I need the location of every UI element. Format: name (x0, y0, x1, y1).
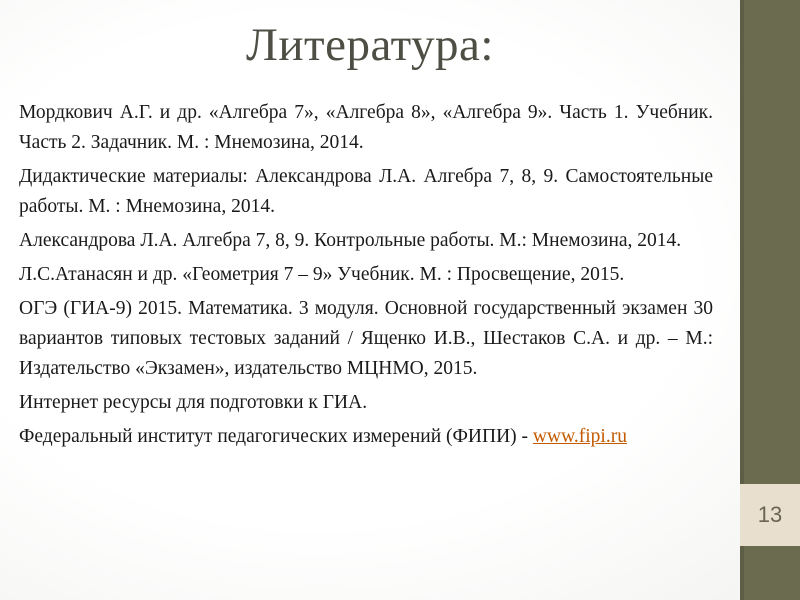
fipi-text: Федеральный институт педагогических измерений (ФИПИ) - (19, 426, 533, 447)
reference-list (19, 98, 713, 456)
reference-entry: Александрова Л.А. Алгебра 7, 8, 9. Контрольные работы. М.: Мнемозина, 2014. (19, 230, 682, 251)
reference-entry: ОГЭ (ГИА-9) 2015. Математика. 3 модуля. Основной государственный экзамен 30 вариантов типовых тестовых заданий / Ященко И.В., Шестаков С.А. и др. – М.: Издательство «Экзамен», издательство МЦНМО, 2015. (19, 298, 713, 379)
reference-entry: Дидактические материалы: Александрова Л.А. Алгебра 7, 8, 9. Самостоятельные работы. М. : Мнемозина, 2014. (19, 166, 713, 217)
reference-entry: Л.С.Атанасян и др. «Геометрия 7 – 9» Учебник. М. : Просвещение, 2015. (19, 264, 625, 285)
page-number: 13 (757, 502, 783, 527)
slide-title: Литература: (246, 19, 494, 71)
page-number-box (740, 484, 800, 546)
reference-entry: Интернет ресурсы для подготовки к ГИА. (19, 392, 368, 413)
reference-entry-fipi (19, 422, 713, 452)
reference-entry: Мордкович А.Г. и др. «Алгебра 7», «Алгебра 8», «Алгебра 9». Часть 1. Учебник. Часть 2. Задачник. М. : Мнемозина, 2014. (19, 102, 713, 153)
fipi-link[interactable]: www.fipi.ru (532, 426, 627, 447)
